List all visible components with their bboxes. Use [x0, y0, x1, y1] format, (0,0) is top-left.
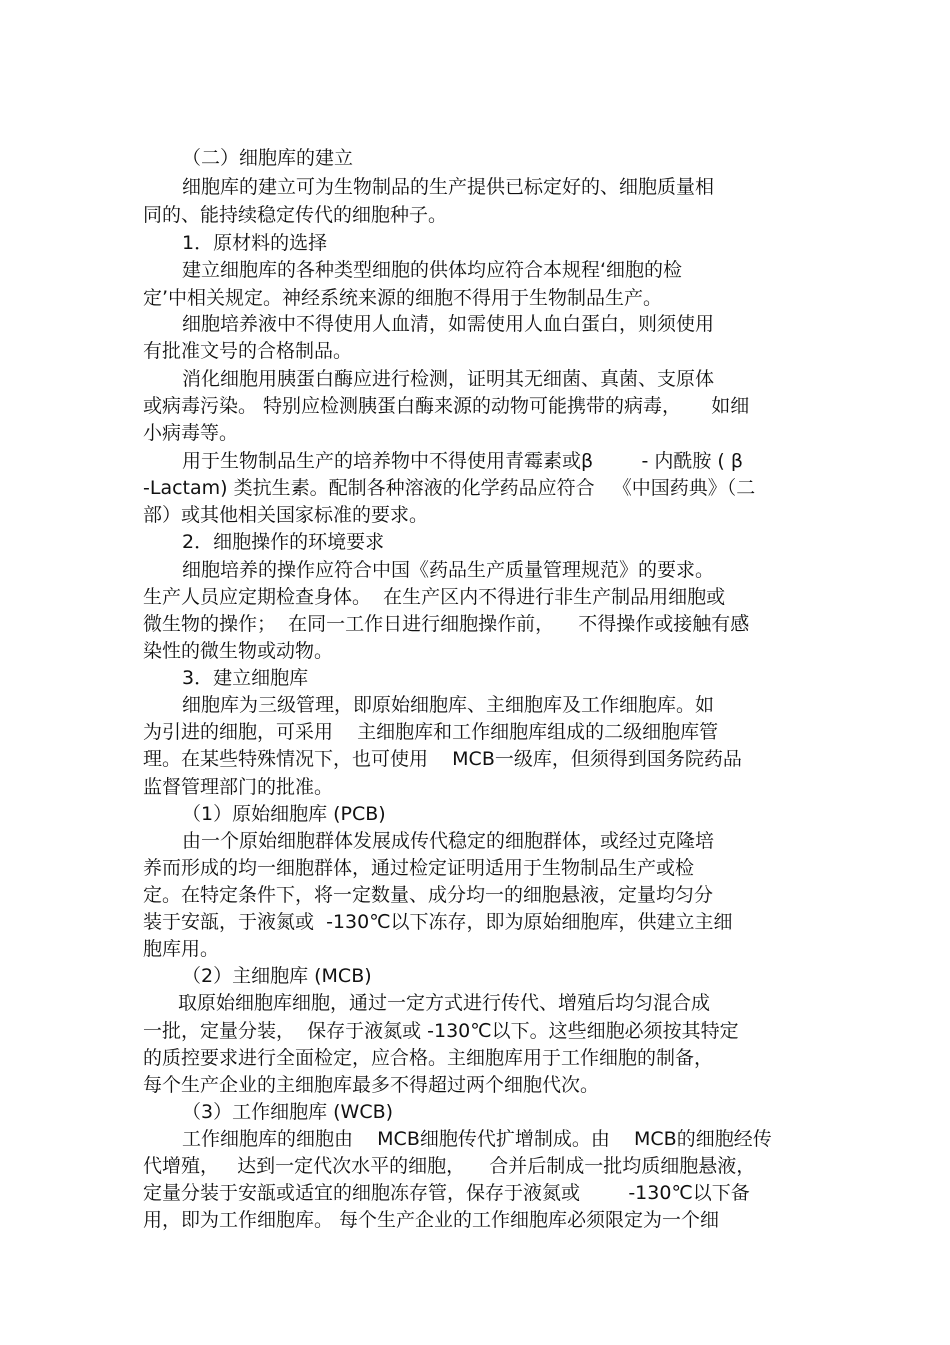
subsection-heading: 3．建立细胞库	[182, 667, 309, 689]
paragraph-line: 部）或其他相关国家标准的要求。	[143, 504, 429, 526]
paragraph-line: 微生物的操作； 在同一工作日进行细胞操作前， 不得操作或接触有感	[143, 613, 750, 635]
section-heading: （二）细胞库的建立	[182, 147, 354, 169]
paragraph-line: 用于生物制品生产的培养物中不得使用青霉素或β - 内酰胺 ( β	[182, 450, 743, 472]
paragraph-line: 由一个原始细胞群体发展成传代稳定的细胞群体，或经过克隆培	[182, 830, 715, 852]
paragraph-line: 或病毒污染。 特别应检测胰蛋白酶来源的动物可能携带的病毒， 如细	[143, 395, 750, 417]
paragraph-line: 取原始细胞库细胞，通过一定方式进行传代、增殖后均匀混合成	[178, 992, 711, 1014]
paragraph-line: 细胞库的建立可为生物制品的生产提供已标定好的、细胞质量相	[182, 176, 715, 198]
paragraph-line: 定。在特定条件下，将一定数量、成分均一的细胞悬液，定量均匀分	[143, 884, 714, 906]
paragraph-line: 细胞培养的操作应符合中国《药品生产质量管理规范》的要求。	[182, 559, 715, 581]
paragraph-line: 同的、能持续稳定传代的细胞种子。	[143, 204, 448, 226]
paragraph-line: 消化细胞用胰蛋白酶应进行检测，证明其无细菌、真菌、支原体	[182, 368, 715, 390]
paragraph-line: 理。在某些特殊情况下，也可使用 MCB一级库，但须得到国务院药品	[143, 748, 742, 770]
paragraph-line: 细胞库为三级管理，即原始细胞库、主细胞库及工作细胞库。如	[182, 694, 715, 716]
paragraph-line: 小病毒等。	[143, 422, 239, 444]
paragraph-line: 细胞培养液中不得使用人血清，如需使用人血白蛋白，则须使用	[182, 313, 715, 335]
paragraph-line: 养而形成的均一细胞群体，通过检定证明适用于生物制品生产或检	[143, 857, 695, 879]
subsection-heading: （2）主细胞库 (MCB)	[182, 965, 372, 987]
paragraph-line: 生产人员应定期检查身体。 在生产区内不得进行非生产制品用细胞或	[143, 586, 726, 608]
paragraph-line: 工作细胞库的细胞由 MCB细胞传代扩增制成。由 MCB的细胞经传	[182, 1128, 772, 1150]
paragraph-line: 的质控要求进行全面检定，应合格。主细胞库用于工作细胞的制备，	[143, 1047, 714, 1069]
paragraph-line: 每个生产企业的主细胞库最多不得超过两个细胞代次。	[143, 1074, 600, 1096]
subsection-heading: （1）原始细胞库 (PCB)	[182, 803, 386, 825]
paragraph-line: 监督管理部门的批准。	[143, 776, 334, 798]
paragraph-line: 定量分装于安瓿或适宜的细胞冻存管，保存于液氮或 -130℃以下备	[143, 1182, 750, 1204]
paragraph-line: 代增殖， 达到一定代次水平的细胞， 合并后制成一批均质细胞悬液，	[143, 1155, 756, 1177]
paragraph-line: 用，即为工作细胞库。 每个生产企业的工作细胞库必须限定为一个细	[143, 1209, 720, 1231]
paragraph-line: 一批，定量分装， 保存于液氮或 -130℃以下。这些细胞必须按其特定	[143, 1020, 739, 1042]
paragraph-line: 有批准文号的合格制品。	[143, 340, 353, 362]
subsection-heading: 1．原材料的选择	[182, 232, 328, 254]
subsection-heading: 2．细胞操作的环境要求	[182, 531, 385, 553]
paragraph-line: 染性的微生物或动物。	[143, 640, 334, 662]
subsection-heading: （3）工作细胞库 (WCB)	[182, 1101, 394, 1123]
paragraph-line: 建立细胞库的各种类型细胞的供体均应符合本规程‘细胞的检	[182, 259, 683, 281]
paragraph-line: 胞库用。	[143, 938, 220, 960]
paragraph-line: -Lactam) 类抗生素。配制各种溶液的化学药品应符合 《中国药典》（二	[143, 477, 756, 499]
paragraph-line: 定’中相关规定。神经系统来源的细胞不得用于生物制品生产。	[143, 287, 663, 309]
paragraph-line: 装于安瓿，于液氮或 -130℃以下冻存，即为原始细胞库，供建立主细	[143, 911, 733, 933]
paragraph-line: 为引进的细胞，可采用 主细胞库和工作细胞库组成的二级细胞库管	[143, 721, 719, 743]
